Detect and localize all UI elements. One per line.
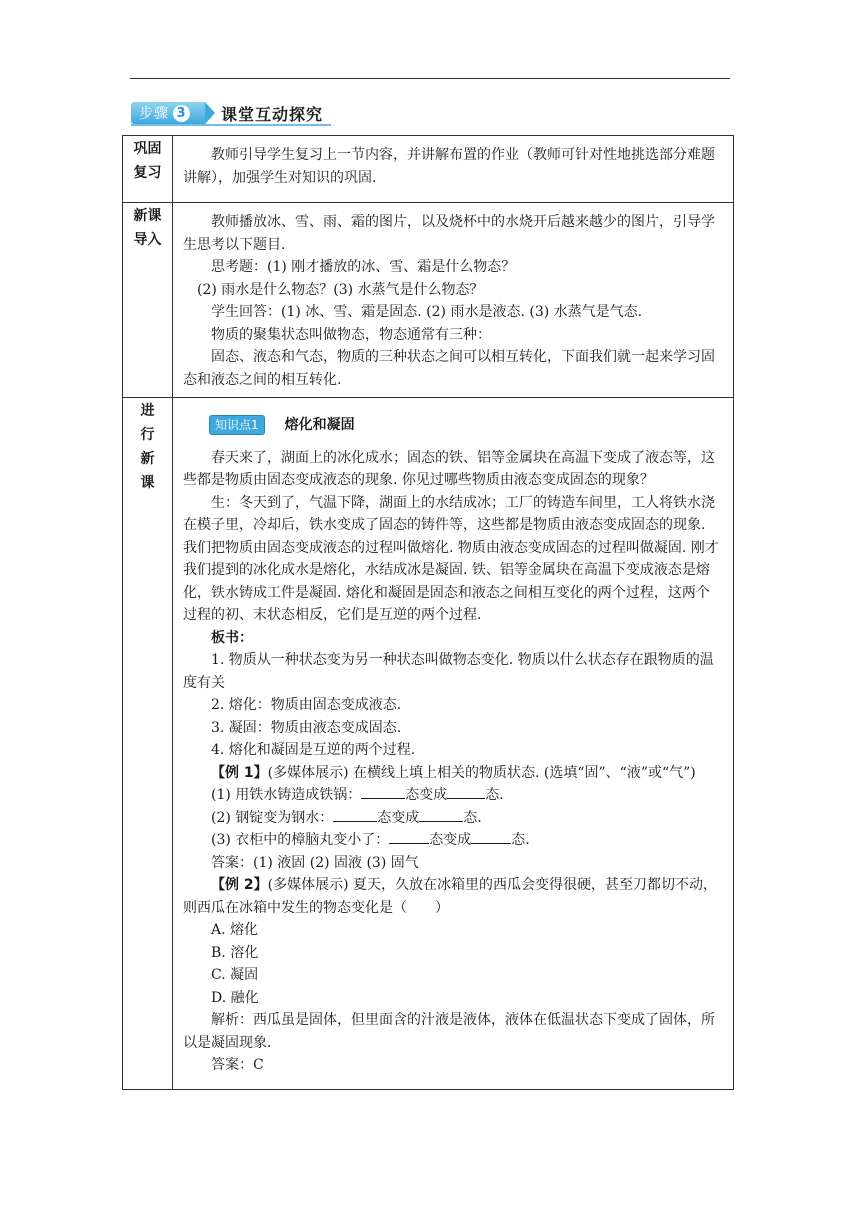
step-badge	[131, 102, 205, 124]
intro-line: 物质的聚集状态叫做物态，物态通常有三种：	[211, 326, 491, 343]
answer-blank	[389, 829, 429, 844]
label-review-line2: 复习	[133, 165, 162, 181]
content-intro	[173, 203, 734, 398]
board-item: 1. 物质从一种状态变为另一种状态叫做物态变化. 物质以什么状态存在跟物质的温度有关	[183, 652, 714, 691]
label-char: 行	[140, 427, 155, 443]
q-text: 态.	[485, 787, 504, 803]
q-text: 态.	[511, 832, 530, 848]
label-char: 新	[140, 451, 155, 467]
content-new-lesson	[173, 398, 734, 1090]
example-1-q2	[183, 807, 723, 830]
knowledge-point-badge: 知识点1	[209, 415, 265, 435]
row-intro	[123, 203, 734, 398]
top-rule	[130, 78, 730, 79]
knowledge-point-title: 熔化和凝固	[284, 417, 355, 433]
intro-line: (2) 雨水是什么物态？(3) 水蒸气是什么物态？	[197, 281, 484, 298]
label-new-lesson	[123, 398, 173, 1090]
step-label: 步骤	[139, 106, 169, 122]
label-intro-line1: 新课	[133, 208, 162, 224]
q-text: 态变成	[405, 787, 448, 803]
option: D. 融化	[211, 989, 259, 1006]
example-2-analysis: 解析：西瓜虽是固体，但里面含的汁液是液体，液体在低温状态下变成了固体，所以是凝固现象.	[183, 1012, 715, 1051]
q-text: 态变成	[377, 809, 420, 826]
label-intro-line2: 导入	[133, 232, 162, 248]
section-title: 课堂互动探究	[221, 104, 324, 124]
row-review	[123, 136, 734, 203]
option: C. 凝固	[211, 967, 259, 983]
example-1-text: (多媒体展示) 在横线上填上相关的物质状态. (选填“固”、“液”或“气”)	[267, 764, 696, 781]
board-label: 板书：	[211, 629, 253, 646]
paragraph: 春天来了，湖面上的冰化成水；固态的铁、铝等金属块在高温下变成了液态等，这些都是物质由固态变成液态的现象. 你见过哪些物质由液态变成固态的现象？	[183, 449, 715, 488]
example-1	[183, 762, 723, 785]
intro-line: 教师播放冰、雪、雨、霜的图片，以及烧杯中的水烧开后越来越少的图片，引导学生思考以下题目.	[183, 214, 715, 253]
intro-line: 学生回答：(1) 冰、雪、霜是固态. (2) 雨水是液态. (3) 水蒸气是气态.	[211, 304, 643, 320]
answer-blank	[333, 807, 377, 822]
label-review	[123, 136, 173, 203]
example-1-answer: 答案：(1) 液固 (2) 固液 (3) 固气	[211, 854, 419, 871]
q-text: (1) 用铁水铸造成铁锅：	[211, 787, 362, 803]
q-text: (3) 衣柜中的樟脑丸变小了：	[211, 832, 390, 848]
answer-blank	[471, 829, 511, 844]
q-text: 态变成	[429, 832, 472, 848]
intro-line: 思考题：(1) 刚才播放的冰、雪、霜是什么物态？	[211, 259, 516, 275]
q-text: (2) 钢锭变为钢水：	[211, 809, 334, 826]
example-2	[183, 874, 723, 919]
answer-blank	[361, 784, 405, 799]
label-char: 进	[140, 403, 155, 419]
title-underline	[131, 124, 331, 126]
example-1-q3	[183, 829, 723, 852]
content-review	[173, 136, 734, 203]
step-number: 3	[173, 105, 190, 122]
example-2-answer: 答案：C	[211, 1057, 264, 1073]
example-2-head: 【例 2】	[211, 877, 268, 893]
review-text: 教师引导学生复习上一节内容，并讲解布置的作业（教师可针对性地挑选部分难题讲解），加强学生对知识的巩固.	[183, 147, 715, 186]
board-item: 3. 凝固：物质由液态变成固态.	[211, 719, 402, 736]
lesson-table	[122, 135, 734, 1090]
example-1-head: 【例 1】	[211, 764, 268, 781]
row-new-lesson	[123, 398, 734, 1090]
label-review-line1: 巩固	[133, 141, 162, 157]
answer-blank	[419, 807, 463, 822]
example-1-q1	[183, 784, 723, 807]
step-header	[131, 102, 323, 124]
knowledge-point-header	[209, 414, 723, 437]
board-item: 2. 熔化：物质由固态变成液态.	[211, 697, 402, 713]
board-item: 4. 熔化和凝固是互逆的两个过程.	[211, 742, 416, 758]
answer-blank	[447, 784, 485, 799]
option: A. 熔化	[211, 922, 259, 938]
label-intro	[123, 203, 173, 398]
intro-line: 固态、液态和气态，物质的三种状态之间可以相互转化，下面我们就一起来学习固态和液态之间的相互转化.	[183, 349, 715, 388]
option: B. 溶化	[211, 944, 259, 961]
paragraph: 生：冬天到了，气温下降，湖面上的水结成冰；工厂的铸造车间里，工人将铁水浇在模子里，冷却后，铁水变成了固态的铸件等，这些都是物质由液态变成固态的现象. 我们把物质由固态变成液态的过程叫做熔化. 物质由液态变成固态的过程叫做凝固. 刚才我们提到的冰化成水是熔化，水结成冰是凝固. 铁、铝等金属块在高温下变成液态是熔化，铁水铸成工件是凝固. 熔化和凝固是固态和液态之间相互变化的两个过程，这两个过程的初、末状态相反，它们是互逆的两个过程.	[183, 494, 719, 623]
example-2-text: (多媒体展示) 夏天，久放在冰箱里的西瓜会变得很硬，甚至刀都切不动，则西瓜在冰箱中发生的物态变化是（ ）	[183, 877, 717, 916]
q-text: 态.	[463, 809, 482, 826]
label-char: 课	[140, 475, 155, 491]
